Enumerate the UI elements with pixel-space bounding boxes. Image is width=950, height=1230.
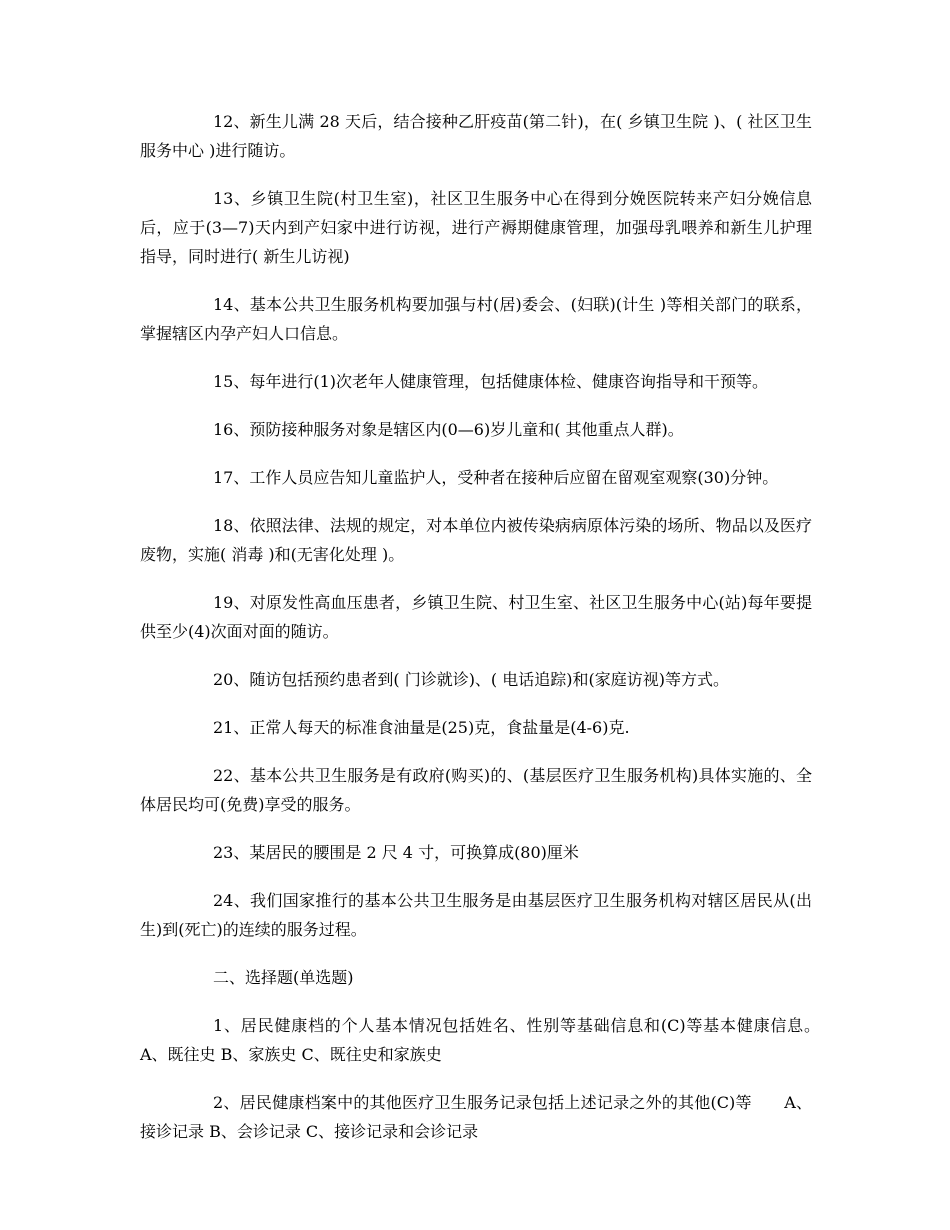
paragraph-q17: 17、工作人员应告知儿童监护人，受种者在接种后应留在留观室观察(30)分钟。 (213, 468, 779, 487)
paragraph-choice-1: 1、居民健康档的个人基本情况包括姓名、性别等基础信息和(C)等基本健康信息。 A、既往史 B、家族史 C、既往史和家族史 (140, 1016, 845, 1064)
paragraph-q21: 21、正常人每天的标准食油量是(25)克，食盐量是(4-6)克. (213, 718, 630, 737)
paragraph-q22: 22、基本公共卫生服务是有政府(购买)的、(基层医疗卫生服务机构)具体实施的、全体居民均可(免费)享受的服务。 (140, 766, 812, 814)
paragraph-q24: 24、我们国家推行的基本公共卫生服务是由基层医疗卫生服务机构对辖区居民从(出生)到(死亡)的连续的服务过程。 (140, 891, 812, 939)
paragraph-q16: 16、预防接种服务对象是辖区内(0—6)岁儿童和( 其他重点人群)。 (213, 420, 684, 439)
paragraph-q14: 14、基本公共卫生服务机构要加强与村(居)委会、(妇联)(计生 )等相关部门的联系，掌握辖区内孕产妇人口信息。 (140, 295, 812, 343)
paragraph-q18: 18、依照法律、法规的规定，对本单位内被传染病病原体污染的场所、物品以及医疗废物，实施( 消毒 )和(无害化处理 )。 (140, 516, 812, 564)
document-body (140, 107, 845, 1165)
paragraph-q23: 23、某居民的腰围是 2 尺 4 寸，可换算成(80)厘米 (213, 843, 579, 862)
section-heading-single-choice: 二、选择题(单选题) (213, 968, 354, 987)
paragraph-q15: 15、每年进行(1)次老年人健康管理，包括健康体检、健康咨询指导和干预等。 (213, 372, 769, 391)
paragraph-choice-2: 2、居民健康档案中的其他医疗卫生服务记录包括上述记录之外的其他(C)等 A、接诊记录 B、会诊记录 C、接诊记录和会诊记录 (140, 1093, 812, 1141)
paragraph-q19: 19、对原发性高血压患者，乡镇卫生院、村卫生室、社区卫生服务中心(站)每年要提供至少(4)次面对面的随访。 (140, 593, 812, 641)
paragraph-q12: 12、新生儿满 28 天后，结合接种乙肝疫苗(第二针)，在( 乡镇卫生院 )、( 社区卫生服务中心 )进行随访。 (140, 112, 812, 160)
paragraph-q13: 13、乡镇卫生院(村卫生室)，社区卫生服务中心在得到分娩医院转来产妇分娩信息后，应于(3—7)天内到产妇家中进行访视，进行产褥期健康管理，加强母乳喂养和新生儿护理指导，同时进行( 新生儿访视) (140, 189, 812, 266)
paragraph-q20: 20、随访包括预约患者到( 门诊就诊)、( 电话追踪)和(家庭访视)等方式。 (213, 670, 729, 689)
